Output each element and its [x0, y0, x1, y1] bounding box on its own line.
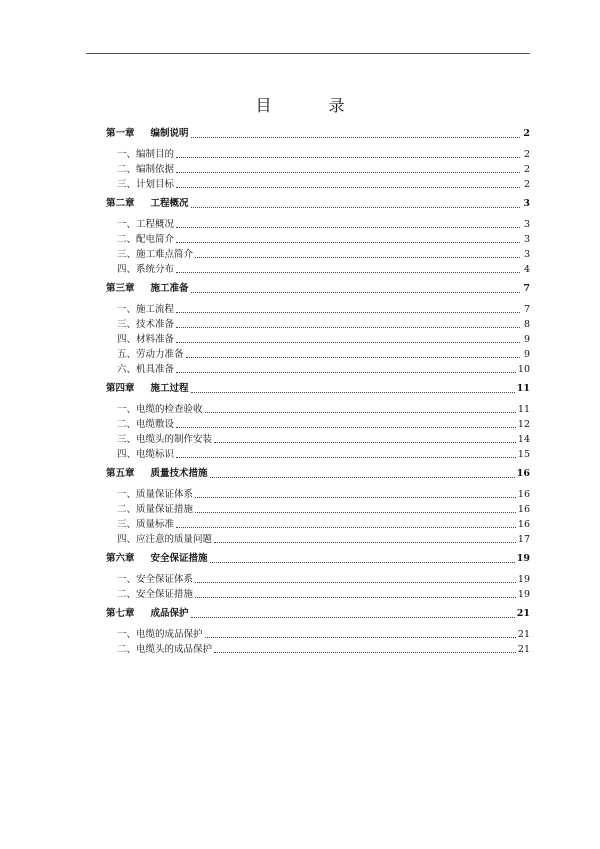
section-title: 三、施工难点简介 — [117, 249, 194, 260]
dot-leader — [176, 227, 520, 228]
page-number: 19 — [517, 574, 530, 585]
page-number: 17 — [517, 534, 530, 545]
toc-section-entry[interactable] — [106, 247, 530, 262]
toc-section-entry[interactable] — [106, 487, 530, 502]
chapter-title: 安全保证措施 — [150, 553, 208, 564]
dot-leader — [176, 187, 520, 188]
page-number: 2 — [523, 149, 530, 160]
toc-chapter-entry[interactable] — [106, 551, 530, 567]
chapter-title: 施工准备 — [150, 283, 189, 294]
dot-leader — [205, 412, 516, 413]
toc-section-entry[interactable] — [106, 147, 530, 162]
toc-section-entry[interactable] — [106, 572, 530, 587]
dot-leader — [210, 562, 515, 563]
dot-leader — [176, 527, 516, 528]
page-number: 7 — [523, 304, 530, 315]
dot-leader — [176, 157, 520, 158]
chapter-number: 第六章 — [106, 553, 135, 564]
toc-section-entry[interactable] — [106, 502, 530, 517]
toc-chapter-entry[interactable] — [106, 281, 530, 297]
page-number: 21 — [517, 629, 530, 640]
header-rule — [86, 53, 530, 54]
chapter-number: 第三章 — [106, 283, 135, 294]
toc-section-entry[interactable] — [106, 627, 530, 642]
section-title: 三、计划目标 — [117, 179, 175, 190]
page-number: 3 — [523, 234, 530, 245]
page-title: 目 录 — [255, 96, 371, 115]
section-title: 四、材料准备 — [117, 334, 175, 345]
page-number: 4 — [523, 264, 530, 275]
page-number: 16 — [516, 468, 530, 479]
page-number: 2 — [523, 164, 530, 175]
toc-section-entry[interactable] — [106, 432, 530, 447]
page-number: 16 — [517, 504, 530, 515]
toc-chapter-entry[interactable] — [106, 196, 530, 212]
page-number: 8 — [523, 319, 530, 330]
page-number: 15 — [517, 449, 530, 460]
page-number: 3 — [523, 249, 530, 260]
chapter-number: 第五章 — [106, 468, 135, 479]
chapter-title: 施工过程 — [150, 383, 189, 394]
page-number: 2 — [523, 179, 530, 190]
page-number: 16 — [517, 489, 530, 500]
page-number: 7 — [523, 283, 530, 294]
chapter-title: 工程概况 — [150, 198, 189, 209]
dot-leader — [210, 477, 515, 478]
page-number: 9 — [523, 349, 530, 360]
toc-section-entry[interactable] — [106, 177, 530, 192]
dot-leader — [214, 652, 516, 653]
dot-leader — [191, 617, 515, 618]
dot-leader — [176, 427, 516, 428]
page-number: 9 — [523, 334, 530, 345]
chapter-title: 成品保护 — [150, 608, 189, 619]
dot-leader — [191, 392, 515, 393]
section-title: 二、电缆头的成品保护 — [117, 644, 213, 655]
section-title: 二、编制依据 — [117, 164, 175, 175]
toc-chapter-entry[interactable] — [106, 126, 530, 142]
toc-chapter-entry[interactable] — [106, 381, 530, 397]
toc-section-entry[interactable] — [106, 362, 530, 377]
page-number: 11 — [517, 404, 530, 415]
page-number: 21 — [516, 608, 530, 619]
dot-leader — [195, 257, 520, 258]
section-title: 二、安全保证措施 — [117, 589, 194, 600]
chapter-number: 第四章 — [106, 383, 135, 394]
dot-leader — [176, 457, 516, 458]
toc-section-entry[interactable] — [106, 162, 530, 177]
page-number: 19 — [516, 553, 530, 564]
toc-chapter-entry[interactable] — [106, 466, 530, 482]
dot-leader — [191, 292, 520, 293]
toc-section-entry[interactable] — [106, 532, 530, 547]
toc-section-entry[interactable] — [106, 417, 530, 432]
toc-section-entry[interactable] — [106, 447, 530, 462]
dot-leader — [195, 512, 516, 513]
section-title: 一、编制目的 — [117, 149, 175, 160]
section-title: 六、机具准备 — [117, 364, 175, 375]
toc-section-entry[interactable] — [106, 587, 530, 602]
dot-leader — [195, 582, 516, 583]
table-of-contents — [106, 122, 530, 657]
dot-leader — [176, 342, 520, 343]
dot-leader — [195, 597, 516, 598]
section-title: 四、系统分布 — [117, 264, 175, 275]
section-title: 四、电缆标识 — [117, 449, 175, 460]
section-title: 二、配电简介 — [117, 234, 175, 245]
page-number: 21 — [517, 644, 530, 655]
page-number: 10 — [517, 364, 530, 375]
dot-leader — [176, 327, 520, 328]
page-number: 19 — [517, 589, 530, 600]
chapter-title: 编制说明 — [150, 128, 189, 139]
page-number: 12 — [517, 419, 530, 430]
dot-leader — [214, 542, 516, 543]
dot-leader — [176, 272, 520, 273]
chapter-title: 质量技术措施 — [150, 468, 208, 479]
dot-leader — [195, 497, 516, 498]
section-title: 五、劳动力准备 — [117, 349, 184, 360]
toc-section-entry[interactable] — [106, 232, 530, 247]
page-number: 16 — [517, 519, 530, 530]
dot-leader — [214, 442, 516, 443]
page-number: 11 — [516, 383, 530, 394]
toc-section-entry[interactable] — [106, 347, 530, 362]
dot-leader — [191, 137, 520, 138]
toc-chapter-entry[interactable] — [106, 606, 530, 622]
toc-section-entry[interactable] — [106, 517, 530, 532]
section-title: 二、质量保证措施 — [117, 504, 194, 515]
section-title: 三、质量标准 — [117, 519, 175, 530]
section-title: 三、技术准备 — [117, 319, 175, 330]
section-title: 二、电缆敷设 — [117, 419, 175, 430]
page-number: 3 — [523, 198, 530, 209]
toc-section-entry[interactable] — [106, 217, 530, 232]
dot-leader — [186, 357, 520, 358]
section-title: 三、电缆头的制作安装 — [117, 434, 213, 445]
dot-leader — [176, 242, 520, 243]
dot-leader — [191, 207, 520, 208]
page-number: 3 — [523, 219, 530, 230]
dot-leader — [176, 312, 520, 313]
dot-leader — [176, 372, 516, 373]
section-title: 一、施工流程 — [117, 304, 175, 315]
toc-section-entry[interactable] — [106, 302, 530, 317]
section-title: 一、质量保证体系 — [117, 489, 194, 500]
section-title: 一、工程概况 — [117, 219, 175, 230]
chapter-number: 第七章 — [106, 608, 135, 619]
toc-section-entry[interactable] — [106, 642, 530, 657]
dot-leader — [205, 637, 516, 638]
toc-section-entry[interactable] — [106, 402, 530, 417]
toc-section-entry[interactable] — [106, 317, 530, 332]
chapter-number: 第一章 — [106, 128, 135, 139]
section-title: 一、安全保证体系 — [117, 574, 194, 585]
section-title: 一、电缆的检查验收 — [117, 404, 203, 415]
toc-section-entry[interactable] — [106, 332, 530, 347]
section-title: 四、应注意的质量问题 — [117, 534, 213, 545]
page-number: 14 — [517, 434, 530, 445]
chapter-number: 第二章 — [106, 198, 135, 209]
dot-leader — [176, 172, 520, 173]
section-title: 一、电缆的成品保护 — [117, 629, 203, 640]
toc-section-entry[interactable] — [106, 262, 530, 277]
page-number: 2 — [523, 128, 530, 139]
